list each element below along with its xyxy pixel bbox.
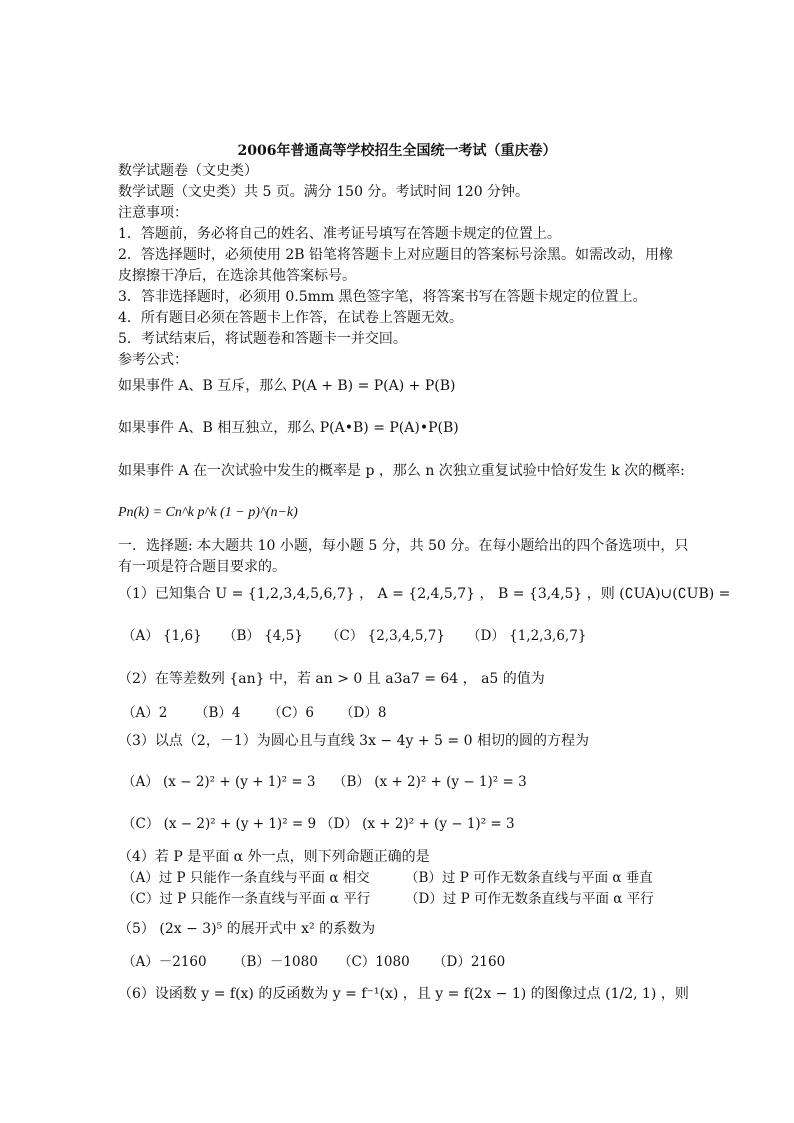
notice-item: 5．考试结束后，将试题卷和答题卡一并交回。 [118,331,407,347]
question-4-option-d: （D）过 P 可作无数条直线与平面 α 平行 [405,891,654,907]
exam-title: 2006年普通高等学校招生全国统一考试（重庆卷） [237,143,557,159]
question-3-option-a: （A） (x − 2)² + (y + 1)² = 3 [122,774,316,790]
question-4-option-a: （A）过 P 只能作一条直线与平面 α 相交 [122,870,370,886]
formula-independent: 如果事件 A、B 相互独立，那么 P(A•B) = P(A)•P(B) [118,420,459,436]
question-5-option-c: （C）1080 [338,954,410,970]
notice-item: 皮擦擦干净后，在选涂其他答案标号。 [118,268,356,284]
notice-item: 2．答选择题时，必须使用 2B 铅笔将答题卡上对应题目的答案标号涂黑。如需改动，用橡 [118,247,674,263]
formula-heading: 参考公式： [118,352,188,368]
question-1-option-a: （A） {1,6} [122,628,202,644]
question-1-stem: （1）已知集合 U = {1,2,3,4,5,6,7} ， A = {2,4,5,7} ， B = {3,4,5} ，则 (∁UA)∪(∁UB) = [118,586,731,602]
notice-item: 3．答非选择题时，必须用 0.5mm 黑色签字笔，将答案书写在答题卡规定的位置上。 [118,289,647,305]
question-3-option-c: （C） (x − 2)² + (y + 1)² = 9 [122,816,317,832]
question-3-option-b: （B） (x + 2)² + (y − 1)² = 3 [333,774,527,790]
subtitle: 数学试题卷（文史类） [118,163,258,179]
question-2-option-b: （B）4 [195,705,241,721]
question-4-stem: （4）若 P 是平面 α 外一点，则下列命题正确的是 [118,849,430,865]
notice-item: 4．所有题目必须在答题卡上作答，在试卷上答题无效。 [118,310,463,326]
section-heading-cont: 有一项是符合题目要求的。 [118,559,286,575]
question-5-option-a: （A）－2160 [122,954,207,970]
notice-item: 1．答题前，务必将自己的姓名、准考证号填写在答题卡规定的位置上。 [118,226,561,242]
question-5-stem: （5） (2x − 3)⁵ 的展开式中 x² 的系数为 [118,921,376,937]
question-2-option-c: （C）6 [268,705,314,721]
section-heading: 一．选择题: 本大题共 10 小题，每小题 5 分，共 50 分。在每小题给出的四个备选项中，只 [118,538,689,554]
question-1-option-b: （B） {4,5} [223,628,303,644]
question-2-option-d: （D）8 [340,705,387,721]
question-2-option-a: （A）2 [122,705,168,721]
formula-binomial-intro: 如果事件 A 在一次试验中发生的概率是 p ，那么 n 次独立重复试验中恰好发生 k 次的概率: [118,463,685,479]
question-3-stem: （3）以点（2，－1）为圆心且与直线 3x − 4y + 5 = 0 相切的圆的方程为 [118,733,589,749]
question-2-stem: （2）在等差数列 {an} 中，若 an > 0 且 a3a7 = 64 ， a5 的值为 [118,671,545,687]
question-5-option-b: （B）－1080 [233,954,318,970]
question-1-option-d: （D） {1,2,3,6,7} [467,628,587,644]
question-4-option-c: （C）过 P 只能作一条直线与平面 α 平行 [122,891,371,907]
question-6-stem: （6）设函数 y = f(x) 的反函数为 y = f⁻¹(x) ，且 y = f(2x − 1) 的图像过点 (1/2, 1) ，则 [118,986,689,1002]
exam-info: 数学试题（文史类）共 5 页。满分 150 分。考试时间 120 分钟。 [118,184,530,200]
question-4-option-b: （B）过 P 可作无数条直线与平面 α 垂直 [405,870,653,886]
question-5-option-d: （D）2160 [433,954,506,970]
question-3-option-d: （D） (x + 2)² + (y − 1)² = 3 [320,816,515,832]
notice-heading: 注意事项： [118,205,188,221]
formula-binomial: Pn(k) = Cn^k p^k (1 − p)^(n−k) [118,505,298,520]
question-1-option-c: （C） {2,3,4,5,7} [326,628,445,644]
formula-mutually-exclusive: 如果事件 A、B 互斥，那么 P(A + B) = P(A) + P(B) [118,378,456,394]
